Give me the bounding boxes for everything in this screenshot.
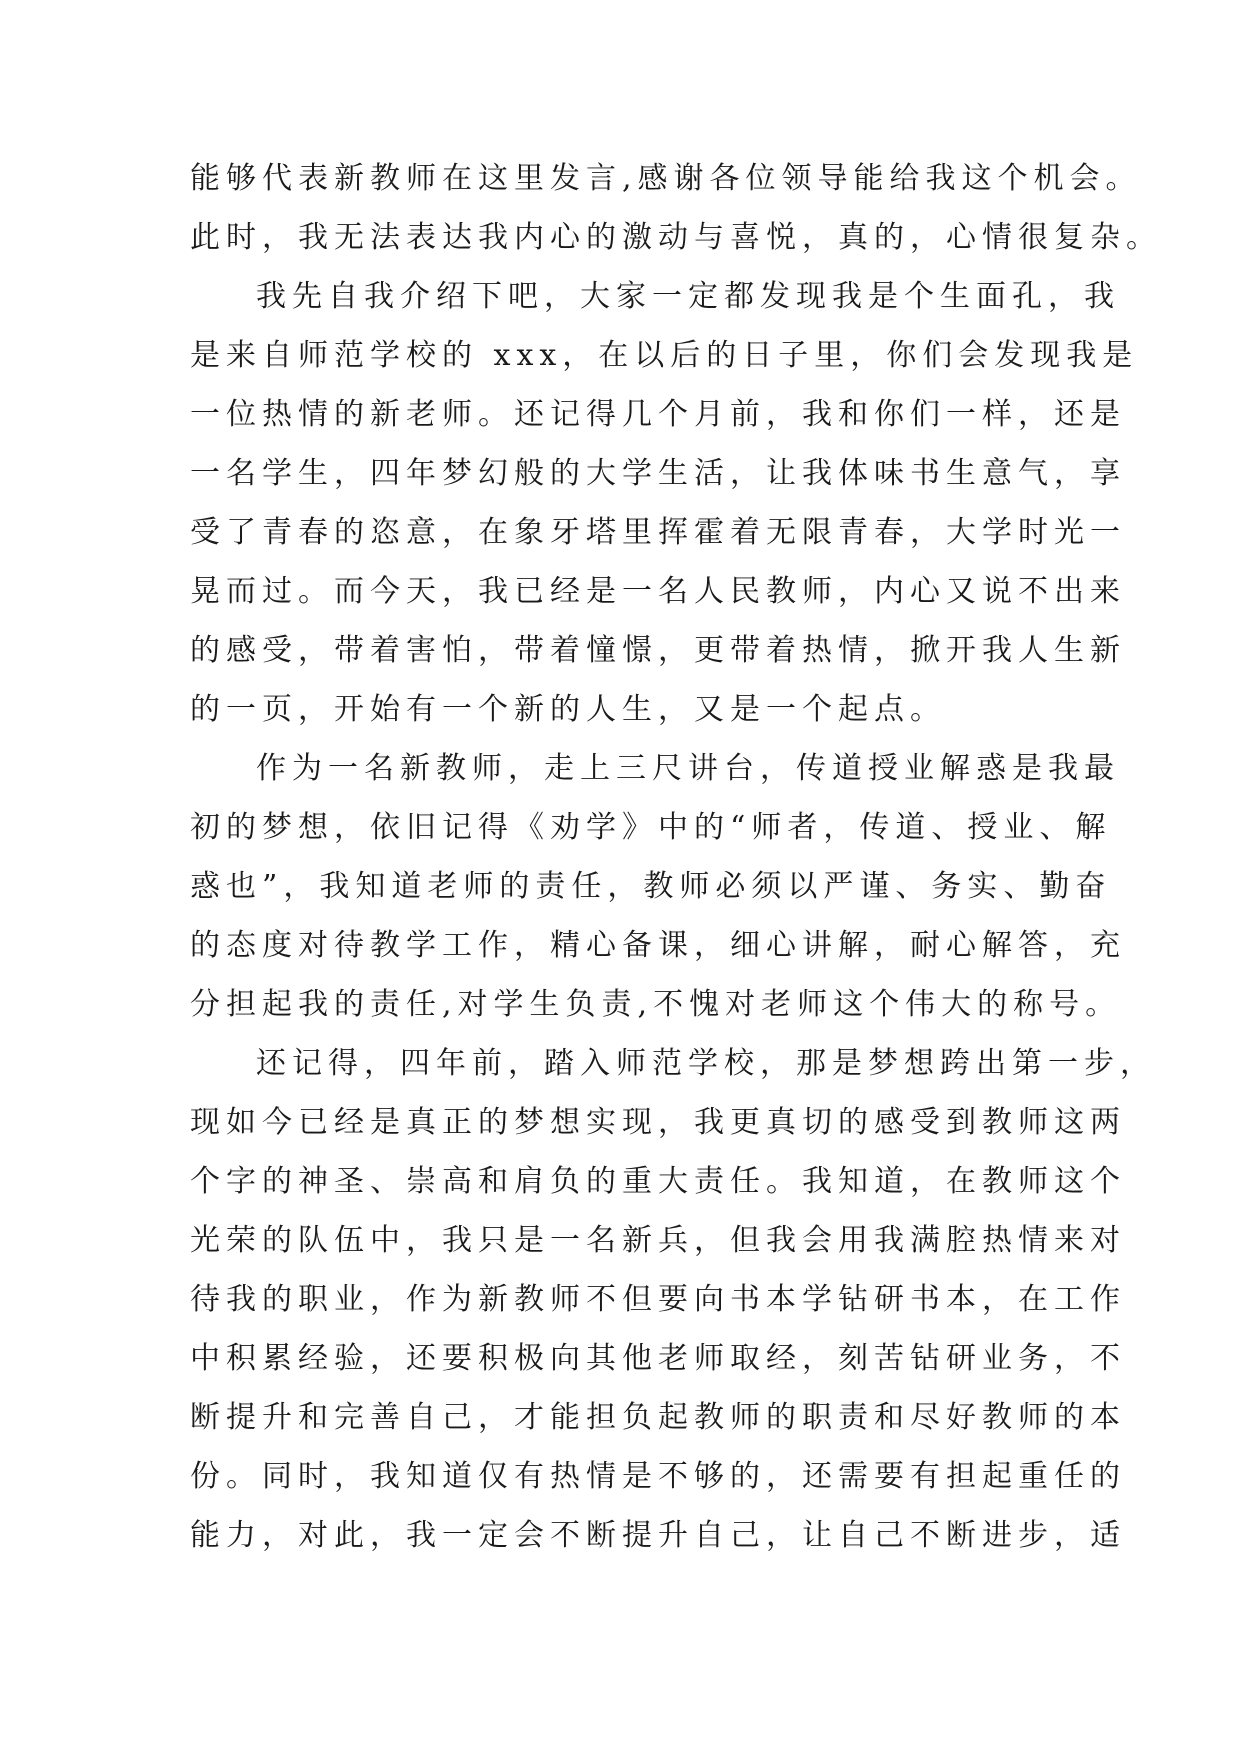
text-line: 能够代表新教师在这里发言,感谢各位领导能给我这个机会。 (190, 161, 1142, 196)
text-line: 是来自师范学校的 xxx，在以后的日子里，你们会发现我是 (190, 338, 1139, 373)
text-line: 的感受，带着害怕，带着憧憬，更带着热情，掀开我人生新 (190, 633, 1126, 668)
text-line: 惑也”，我知道老师的责任，教师必须以严谨、务实、勤奋 (190, 869, 1112, 904)
text-line: 份。同时，我知道仅有热情是不够的，还需要有担起重任的 (190, 1459, 1126, 1494)
text-line: 待我的职业，作为新教师不但要向书本学钻研书本，在工作 (190, 1282, 1126, 1317)
paragraph-start-line: 作为一名新教师，走上三尺讲台，传道授业解惑是我最 (256, 751, 1120, 786)
text-line: 分担起我的责任,对学生负责,不愧对老师这个伟大的称号。 (190, 987, 1122, 1022)
text-line: 一位热情的新老师。还记得几个月前，我和你们一样，还是 (190, 397, 1126, 432)
text-line: 能力，对此，我一定会不断提升自己，让自己不断进步，适 (190, 1518, 1126, 1553)
paragraph-start-line: 还记得，四年前，踏入师范学校，那是梦想跨出第一步， (256, 1046, 1156, 1081)
paragraph-start-line: 我先自我介绍下吧，大家一定都发现我是个生面孔，我 (256, 279, 1120, 314)
text-line: 现如今已经是真正的梦想实现，我更真切的感受到教师这两 (190, 1105, 1126, 1140)
text-line: 光荣的队伍中，我只是一名新兵，但我会用我满腔热情来对 (190, 1223, 1126, 1258)
text-line: 此时，我无法表达我内心的激动与喜悦，真的，心情很复杂。 (190, 220, 1162, 255)
text-line: 中积累经验，还要积极向其他老师取经，刻苦钻研业务，不 (190, 1341, 1126, 1376)
text-line: 的态度对待教学工作，精心备课，细心讲解，耐心解答，充 (190, 928, 1126, 963)
text-line: 初的梦想，依旧记得《劝学》中的“师者，传道、授业、解 (190, 810, 1112, 845)
text-line: 的一页，开始有一个新的人生，又是一个起点。 (190, 692, 946, 727)
text-line: 受了青春的恣意，在象牙塔里挥霍着无限青春，大学时光一 (190, 515, 1126, 550)
text-line: 一名学生，四年梦幻般的大学生活，让我体味书生意气，享 (190, 456, 1126, 491)
text-line: 断提升和完善自己，才能担负起教师的职责和尽好教师的本 (190, 1400, 1126, 1435)
text-line: 晃而过。而今天，我已经是一名人民教师，内心又说不出来 (190, 574, 1126, 609)
document-body (190, 149, 1162, 1565)
text-line: 个字的神圣、崇高和肩负的重大责任。我知道，在教师这个 (190, 1164, 1126, 1199)
